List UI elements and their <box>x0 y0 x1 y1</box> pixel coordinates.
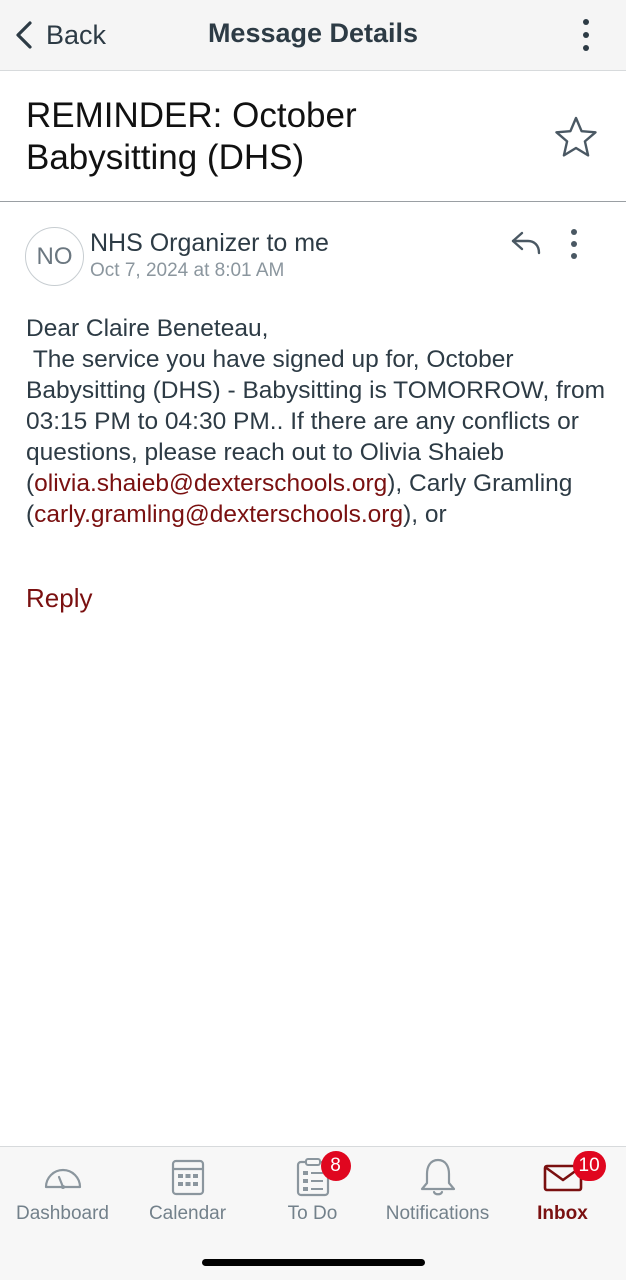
tab-todo[interactable] <box>250 1147 375 1237</box>
subject-section <box>0 71 626 202</box>
back-label: Back <box>46 19 107 50</box>
calendar-icon <box>166 1157 210 1197</box>
tab-label: Calendar <box>148 1203 227 1224</box>
star-icon[interactable] <box>554 115 598 159</box>
tab-notifications[interactable] <box>375 1147 500 1237</box>
body-text-part: ), Carly Gramling ( <box>26 470 580 528</box>
body-text-part: ), or <box>403 501 447 528</box>
sender-name: NHS Organizer to me <box>90 229 329 257</box>
message-options-icon[interactable] <box>564 228 584 260</box>
body-text-part: Dear Claire Beneteau, The service you have signed up for, October Babysitting (DHS) - Babysitting is TOMORROW, from 03:15 PM to 04:30 PM.. If there are any conflicts or questions, please reach out to Olivia Shaieb ( <box>26 315 606 497</box>
todo-badge: 8 <box>321 1151 351 1181</box>
more-options-icon[interactable] <box>576 18 596 52</box>
email-link-olivia[interactable]: olivia.shaieb@dexterschools.org <box>34 470 388 497</box>
message-subject: REMINDER: October Babysitting (DHS) <box>26 96 357 177</box>
message-body <box>26 313 606 530</box>
message-date: Oct 7, 2024 at 8:01 AM <box>90 260 285 281</box>
email-link-carly[interactable]: carly.gramling@dexterschools.org <box>34 501 404 528</box>
dashboard-icon <box>41 1157 85 1197</box>
reply-button[interactable]: Reply <box>26 583 93 613</box>
bell-icon <box>416 1157 460 1197</box>
tab-label: Inbox <box>537 1203 588 1224</box>
tab-calendar[interactable] <box>125 1147 250 1237</box>
top-nav-bar <box>0 0 626 71</box>
avatar: NO <box>25 227 84 286</box>
tab-label: Dashboard <box>16 1203 109 1224</box>
tab-dashboard[interactable] <box>0 1147 125 1237</box>
inbox-badge: 10 <box>573 1151 606 1181</box>
tab-label: To Do <box>287 1203 338 1224</box>
tab-label: Notifications <box>385 1203 490 1224</box>
reply-icon[interactable] <box>510 227 542 259</box>
tab-inbox[interactable] <box>500 1147 625 1237</box>
page-title: Message Details <box>207 18 419 48</box>
home-indicator <box>202 1259 425 1266</box>
